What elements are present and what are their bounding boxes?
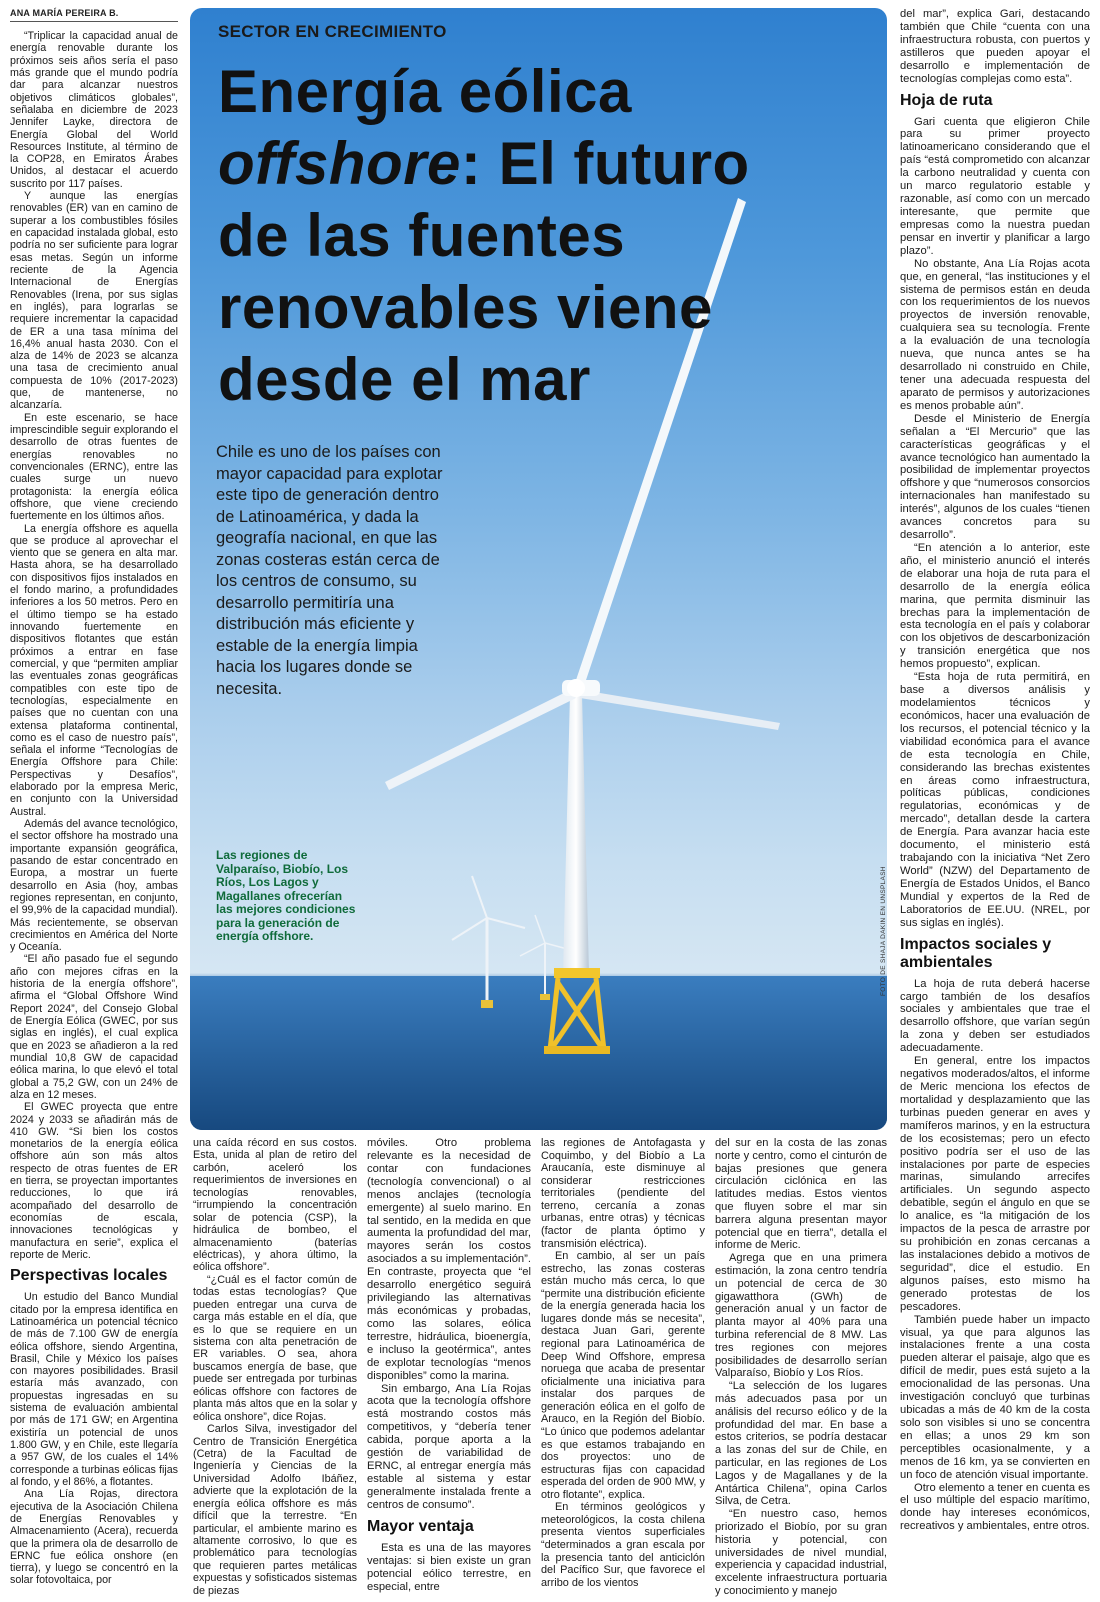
paragraph: Ana Lía Rojas, directora ejecutiva de la Asociación Chilena de Energías Renovables y Almacenamiento (Acera), recuerda que la primera ola de desarrollo de ERNC fue eólica onshore (en tierra), y luego se concentró en la solar fotovoltaica, por [10, 1488, 178, 1587]
paragraph: del sur en la costa de las zonas norte y centro, como el cinturón de bajas presiones que genera circulación ciclónica en las latitudes medias. Estos vientos que fluyen sobre el mar sin barrera alguna presentan mayor potencial que en tierra”, detalla el informe de Meric. [715, 1137, 887, 1252]
paragraph: No obstante, Ana Lía Rojas acota que, en general, “las instituciones y el sistema de permisos están en deuda con los requerimientos de los nuevos proyectos de inversión renovable, cualquiera sea su tecnología. Frente a la evaluación de una tecnología nueva, que nunca antes se ha desarrollado ni construido en Chile, tener una adecuada respuesta del aparato de permisos y autorizaciones es menos probable aún”. [900, 257, 1090, 412]
paragraph: La energía offshore es aquella que se produce al aprovechar el viento que se genera en alta mar. Hasta ahora, se ha desarrollado con dispositivos fijos instalados en el fondo marino, a profundidades inferiores a los 50 metros. Pero en el último tiempo se ha estado innovando fuertemente en dispositivos flotantes que están próximos a entrar en fase comercial, y que “permiten ampliar las eventuales zonas geográficas compatibles con este tipo de tecnologías, especialmente en países que no cuentan con una extensa plataforma continental, como es el caso de nuestro país”, señala el informe “Tecnologías de Energía Offshore para Chile: Perspectivas y Desafíos”, elaborado por la empresa Meric, en conjunto con la Universidad Austral. [10, 522, 178, 818]
paragraph: Esta es una de las mayores ventajas: si bien existe un gran potencial eólico terrestre, en especial, entre [367, 1541, 531, 1593]
paragraph: La hoja de ruta deberá hacerse cargo también de los desafíos sociales y ambientales que trae el desarrollo offshore, que varían según la zona y deben ser estudiados adecuadamente. [900, 977, 1090, 1055]
deck-text: Chile es uno de los países con mayor capacidad para explotar este tipo de generación dentro de Latinoamérica, y dada la geografía nacional, en que las zonas costeras están cerca de los centros de consumo, su desarrollo permitiría una distribución más eficiente y estable de la energía limpia hacia los lugares donde se necesita. [216, 443, 443, 698]
photo-credit: FOTO DE SHAJA DAKIN EN UNSPLASH [880, 866, 887, 996]
photo-caption: Las regiones de Valparaíso, Biobío, Los Ríos, Los Lagos y Magallanes ofrecerían las mejores condiciones para la generación de energía offshore. [216, 848, 356, 943]
column-1 [10, 30, 178, 1587]
paragraph: “Esta hoja de ruta permitirá, en base a diversos análisis y modelamientos técnicos y económicos, hacer una evaluación de los recursos, el potencial técnico y la viabilidad económica para el avance de esta tecnología en Chile, considerando las brechas existentes en áreas como infraestructura, políticas públicas, condiciones regulatorias, económicas y de mercado”, detallan desde la cartera de Energía. Para avanzar hacia este documento, el ministerio está trabajando con la iniciativa “Net Zero World” (NZW) del Departamento de Energía de Estados Unidos, el Banco Mundial y expertos de la Red de Laboratorios de EE.UU. (NREL, por sus siglas en inglés). [900, 671, 1090, 929]
section-heading-impactos: Impactos sociales y ambientales [900, 935, 1052, 971]
paragraph: “En atención a lo anterior, este año, el ministerio anunció el interés de elaborar una hoja de ruta para el desarrollo de la energía eólica marina, que permita disminuir las brechas para la implementación de esta tecnología en el país y colaborar con los objetivos de descarbonización y transición energética que nos hemos propuesto”, explican. [900, 541, 1090, 671]
headline [218, 56, 878, 416]
paragraph: En cambio, al ser un país estrecho, las zonas costeras están mucho más cerca, lo que “permite una distribución eficiente de la energía generada hacia los lugares donde más se necesita”, destaca Juan Gari, gerente regional para Latinoamérica de Deep Wind Offshore, empresa noruega que acaba de presentar oficialmente una iniciativa para instalar dos parques de generación eólica en el golfo de Arauco, en la Región del Biobío. “Lo único que podemos adelantar es que estamos trabajando en dos proyectos: uno de estructuras fijas con capacidad esperada del orden de 900 MW, y otro flotante”, explica. [541, 1250, 705, 1501]
hero-photo [190, 8, 887, 1130]
paragraph: Desde el Ministerio de Energía señalan a “El Mercurio” que las características geográficas y el avance tecnológico han aumentado la posibilidad de implementar proyectos offshore y que “numerosos consorcios internacionales han manifestado su interés”, algunos de los cuales “tienen avances concretos para su desarrollo”. [900, 412, 1090, 542]
paragraph: En general, entre los impactos negativos moderados/altos, el informe de Meric menciona los efectos de mortalidad y desplazamiento que las turbinas pueden generar en aves y mamíferos marinos, y en la estructura de los ecosistemas; pero un efecto positivo podría ser el uso de las instalaciones por parte de especies marinas, simulando arrecifes artificiales. Un segundo aspecto debatible, según el ángulo en que se lo analice, es “la mitigación de los impactos de la pesca de arrastre por su prohibición en zonas cercanas a las instalaciones debido a motivos de seguridad”, dice el estudio. En algunos países, esto mismo ha generado protestas de los pescadores. [900, 1055, 1090, 1313]
headline-line: de las fuentes [218, 202, 626, 269]
paragraph: Otro elemento a tener en cuenta es el uso múltiple del espacio marítimo, donde hay intereses económicos, recreativos y ambientales, entre otros. [900, 1481, 1091, 1533]
paragraph: “En nuestro caso, hemos priorizado el Biobío, por su gran historia y potencial, con universidades de nivel mundial, experiencia y capacidad industrial, excelente infraestructura portuaria y conocimiento y manejo [715, 1508, 887, 1597]
paragraph: Gari cuenta que eligieron Chile para su primer proyecto latinoamericano considerando que el país “está comprometido con alcanzar la carbono neutralidad y cuenta con un marco regulatorio estable y razonable, así como con un mercado interesante, que permite que empresas como la nuestra puedan pensar en invertir y planificar a largo plazo”. [900, 115, 1090, 257]
paragraph: También puede haber un impacto visual, ya que para algunos las instalaciones frente a una costa pueden alterar el paisaje, algo que es difícil de medir, pues está sujeto a la emocionalidad de las personas. Una investigación concluyó que turbinas ubicadas a más de 40 km de la costa solo son visibles si uno se concentra en ellas; a unos 29 km son perceptibles ocasionalmente, y a menos de 16 km, ya se convierten en un foco de atención visual importante. [900, 1313, 1090, 1481]
column-6 [900, 8, 1090, 1533]
paragraph: Carlos Silva, investigador del Centro de Transición Energética (Cetra) de la Facultad de Ingeniería y Ciencias de la Universidad Adolfo Ibáñez, advierte que la explotación de la energía eólica offshore es más difícil que la terrestre. “En particular, el ambiente marino es altamente corrosivo, lo que es problemático para tecnologías que requieren partes metálicas expuestas y sofisticados sistemas de piezas [193, 1423, 357, 1597]
paragraph: En términos geológicos y meteorológicos, la costa chilena presenta vientos superficiales “determinados a gran escala por la presencia tanto del anticiclón del Pacífico Sur, que favorece el arribo de los vientos [541, 1501, 705, 1589]
headline-line: : El futuro [460, 130, 750, 197]
byline: ANA MARÍA PEREIRA B. [10, 8, 119, 18]
column-3 [367, 1137, 531, 1593]
section-heading-mayor-ventaja: Mayor ventaja [367, 1517, 474, 1535]
paragraph: Sin embargo, Ana Lía Rojas acota que la tecnología offshore está mostrando costos más competitivos, y “debería tener cabida, porque aporta a la gestión de variabilidad de ERNC, al entregar energía más estable al sistema y estar generalmente instalada frente a centros de consumo”. [367, 1382, 531, 1511]
section-heading-perspectivas: Perspectivas locales [10, 1267, 168, 1285]
paragraph: En este escenario, se hace imprescindible seguir explorando el desarrollo de otras fuentes de energías renovables no convencionales (ERNC), entre las cuales surge un nuevo protagonista: la energía eólica offshore, que viene creciendo fuertemente en los últimos años. [10, 411, 178, 523]
paragraph: Agrega que en una primera estimación, la zona centro tendría un potencial de cerca de 30 gigawatthora (GWh) de generación anual y un factor de planta mayor al 40% para una turbina referencial de 8 MW. Las tres regiones con mejores posibilidades de desarrollo serían Valparaíso, Biobío y Los Ríos. [715, 1252, 887, 1380]
paragraph: una caída récord en sus costos. Esta, unida al plan de retiro del carbón, aceleró los requerimientos de inversiones en tecnologías renovables, “irrumpiendo la concentración solar de potencia (CSP), la hidráulica de bombeo, el almacenamiento (baterías eléctricas), y ahora último, la eólica offshore”. [193, 1137, 357, 1274]
headline-italic-word: offshore [218, 130, 461, 197]
paragraph: las regiones de Antofagasta y Coquimbo, y del Biobío a La Araucanía, este disminuye al considerar restricciones territoriales (pendiente del terreno, cercanía a zonas urbanas, entre otras) y técnicas (factor de planta óptimo y transmisión eléctrica). [541, 1137, 705, 1250]
section-heading-hoja-de-ruta: Hoja de ruta [900, 91, 993, 109]
column-4 [541, 1137, 705, 1589]
paragraph: del mar”, explica Gari, destacando también que Chile “cuenta con una infraestructura robusta, con puertos y astilleros que pueden apoyar el desarrollo e implementación de tecnologías complejas como esta”. [900, 8, 1090, 85]
paragraph: Además del avance tecnológico, el sector offshore ha mostrado una importante expansión geográfica, pasando de estar concentrado en Europa, a mostrar un fuerte desarrollo en Asia (hoy, ambas regiones representan, en conjunto, el 99,9% de la capacidad mundial). Más recientemente, se observan crecimientos en América del Norte y Oceanía. [10, 818, 178, 954]
headline-line: desde el mar [218, 346, 591, 413]
kicker: SECTOR EN CRECIMIENTO [218, 22, 447, 41]
paragraph: Un estudio del Banco Mundial citado por la empresa identifica en Latinoamérica un potencial técnico de más de 7.100 GW de energía eólica offshore, siendo Argentina, Brasil, Chile y México los países con mayores posibilidades. Brasil estaría más avanzado, con propuestas ingresadas en su sistema de evaluación ambiental por más de 171 GW; en Argentina existiría un potencial de unos 1.800 GW, y en Chile, este llegaría a 957 GW, de los cuales el 14% corresponde a turbinas eólicas fijas al fondo, y el 86%, a flotantes. [10, 1291, 178, 1488]
paragraph: “El año pasado fue el segundo año con mejores cifras en la historia de la energía offshore”, afirma el “Global Offshore Wind Report 2024”, del Consejo Global de Energía Eólica (GWEC, por sus siglas en inglés), el cual explica que en 2023 se añadieron a la red mundial 10,8 GW de capacidad eólica marina, lo que elevó el total global a 75,2 GW, con un 24% de alza en 12 meses. [10, 953, 178, 1101]
sea-surface [190, 976, 887, 1130]
headline-line: renovables viene [218, 274, 713, 341]
paragraph: Y aunque las energías renovables (ER) van en camino de superar a los combustibles fósiles en capacidad instalada global, esto podría no ser suficiente para lograr esas metas. Según un informe reciente de la Agencia Internacional de Energías Renovables (Irena, por sus siglas en inglés), para lograrlas se requiere incrementar la capacidad de ER a una tasa mínima del 16,4% anual hasta 2030. Con el alza de 14% de 2023 se alcanza una tasa de crecimiento anual compuesta de 10% (2017-2023) que, de mantenerse, no alcanzaría. [10, 190, 178, 412]
paragraph: “Triplicar la capacidad anual de energía renovable durante los próximos seis años sería el paso más grande que el mundo podría dar para alcanzar nuestros objetivos climáticos globales”, señalaba en diciembre de 2023 Jennifer Layke, directora de Energía Global del World Resources Institute, al término de la COP28, en Emiratos Árabes Unidos, al destacar el acuerdo suscrito por 117 países. [10, 30, 178, 190]
column-5 [715, 1137, 887, 1598]
paragraph: “La selección de los lugares más adecuados pasa por un análisis del recurso eólico y de la profundidad del mar. En base a estos criterios, se podría destacar a las zonas del sur de Chile, en particular, en las regiones de Los Lagos y de Magallanes y de la Antártica Chilena”, opina Carlos Silva, de Cetra. [715, 1380, 887, 1508]
headline-line: Energía eólica [218, 58, 632, 125]
byline-rule [10, 21, 178, 22]
column-2 [193, 1137, 357, 1597]
paragraph: móviles. Otro problema relevante es la necesidad de contar con fundaciones (tecnología convencional) o al menos anclajes (tecnología emergente) al suelo marino. En tal sentido, en la medida en que aumenta la profundidad del mar, mayores serán los costos asociados a su implementación”. En contraste, proyecta que “el desarrollo energético seguirá privilegiando las alternativas más económicas y probadas, como las solares, eólica terrestre, hidráulica, bioenergía, e incluso la geotérmica”, antes de explotar tecnologías “menos disponibles” como la marina. [367, 1137, 531, 1382]
paragraph: “¿Cuál es el factor común de todas estas tecnologías? Que pueden entregar una curva de carga más estable en el día, que es lo que se requiere en un sistema con alta penetración de ER variables. O sea, ahora buscamos energía de base, que puede ser entregada por turbinas eólicas offshore con factores de planta más altos que en la solar y eólica onshore”, dice Rojas. [193, 1273, 357, 1423]
paragraph: El GWEC proyecta que entre 2024 y 2033 se añadirán más de 410 GW. “Si bien los costos monetarios de la energía eólica offshore aún son más altos respecto de otras fuentes de ER en tierra, se proyectan importantes reducciones, lo que irá acompañado del desarrollo de economías de escala, innovaciones tecnológicas y manufactura en serie”, explica el reporte de Meric. [10, 1101, 178, 1261]
